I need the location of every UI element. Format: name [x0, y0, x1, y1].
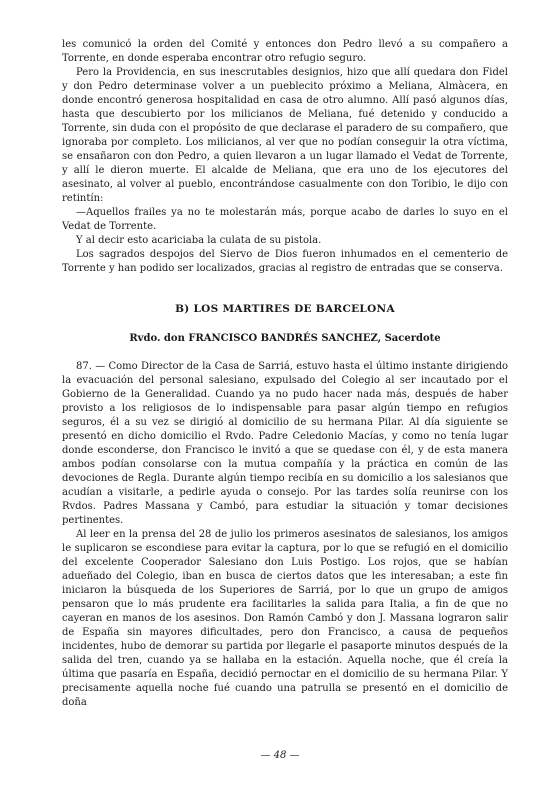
- paragraph-3: —Aquellos frailes ya no te molestarán más, porque acabo de darles lo suyo en el Vedat de Torrente.: [62, 207, 508, 232]
- paragraph-2: Pero la Providencia, en sus inescrutables designios, hizo que allí quedara don Fidel y don Pedro determinase volver a un pueblecito próximo a Meliana, Almàcera, en donde encontró generosa hospitalidad en casa de otro alumno. Allí pasó algunos días, hasta que descubierto por los milicianos de Meliana, fué detenido y conducido a Torrente, sin duda con el propósito de que declarase el paradero de su compañero, que ignoraba por completo. Los milicianos, al ver que no podían conseguir la otra víctima, se ensañaron con don Pedro, a quien llevaron a un lugar llamado el Vedat de Torrente, y allí le dieron muerte. El alcalde de Meliana, que era uno de los ejecutores del asesinato, al volver al pueblo, encontrándose casualmente con don Toribio, le dijo con retintín:: [62, 67, 508, 204]
- martyr-name: Rvdo. don FRANCISCO BANDRÉS SANCHEZ,: [129, 333, 382, 344]
- martyr-role: Sacerdote: [384, 333, 441, 344]
- section-heading: B) LOS MARTIRES DE BARCELONA: [175, 303, 395, 315]
- page-number: — 48 —: [260, 750, 300, 761]
- body-bottom: [62, 360, 508, 710]
- body-top: [62, 38, 508, 276]
- paragraph-5: Los sagrados despojos del Siervo de Dios fueron inhumados en el cementerio de Torrente y han podido ser localizados, gracias al registro de entradas que se conserva.: [62, 249, 508, 274]
- document-page: [62, 38, 508, 710]
- paragraph-6: 87. — Como Director de la Casa de Sarriá, estuvo hasta el último instante dirigiendo la evacuación del personal salesiano, expulsado del Colegio al ser incautado por el Gobierno de la Generalidad. Cuando ya no pudo hacer nada más, después de haber provisto a los religiosos de lo indispensable para pasar algún tiempo en refugios seguros, él a su vez se dirigió al domicilio de su hermana Pilar. Al día siguiente se presentó en dicho domicilio el Rvdo. Padre Celedonio Macías, y como no tenía lugar donde esconderse, don Francisco le invitó a que se quedase con él, y de esta manera ambos podían consolarse con la mutua compañía y la práctica en común de las devociones de Regla. Durante algún tiempo recibía en su domicilio a los salesianos que acudían a visitarle, a pedirle ayuda o consejo. Por las tardes solía reunirse con los Rvdos. Padres Massana y Cambó, para estudiar la situación y tomar decisiones pertinentes.: [62, 361, 508, 526]
- martyr-heading: [62, 332, 508, 346]
- paragraph-7: Al leer en la prensa del 28 de julio los primeros asesinatos de salesianos, los amigos le suplicaron se escondiese para evitar la captura, por lo que se refugió en el domicilio del excelente Cooperador Salesiano don Luis Postigo. Los rojos, que se habían adueñado del Colegio, iban en busca de ciertos datos que les interesaban; a este fin iniciaron la búsqueda de los Superiores de Sarriá, por lo que un grupo de amigos pensaron que lo más prudente era facilitarles la salida para Italia, a fin de que no cayeran en manos de los asesinos. Don Ramón Cambó y don J. Massana lograron salir de España sin mayores dificultades, pero don Francisco, a causa de pequeños incidentes, hubo de demorar su partida por llegarle el pasaporte minutos después de la salida del tren, cuando ya se hallaba en la estación. Aquella noche, que él creía la última que pasaría en España, decidió pernoctar en el domicilio de su hermana Pilar. Y precisamente aquella noche fué cuando una patrulla se presentó en el domicilio de doña: [62, 529, 508, 708]
- paragraph-1: les comunicó la orden del Comité y entonces don Pedro llevó a su compañero a Torrente, en donde esperaba encontrar otro refugio seguro.: [62, 39, 508, 64]
- paragraph-4: Y al decir esto acariciaba la culata de su pistola.: [76, 235, 322, 246]
